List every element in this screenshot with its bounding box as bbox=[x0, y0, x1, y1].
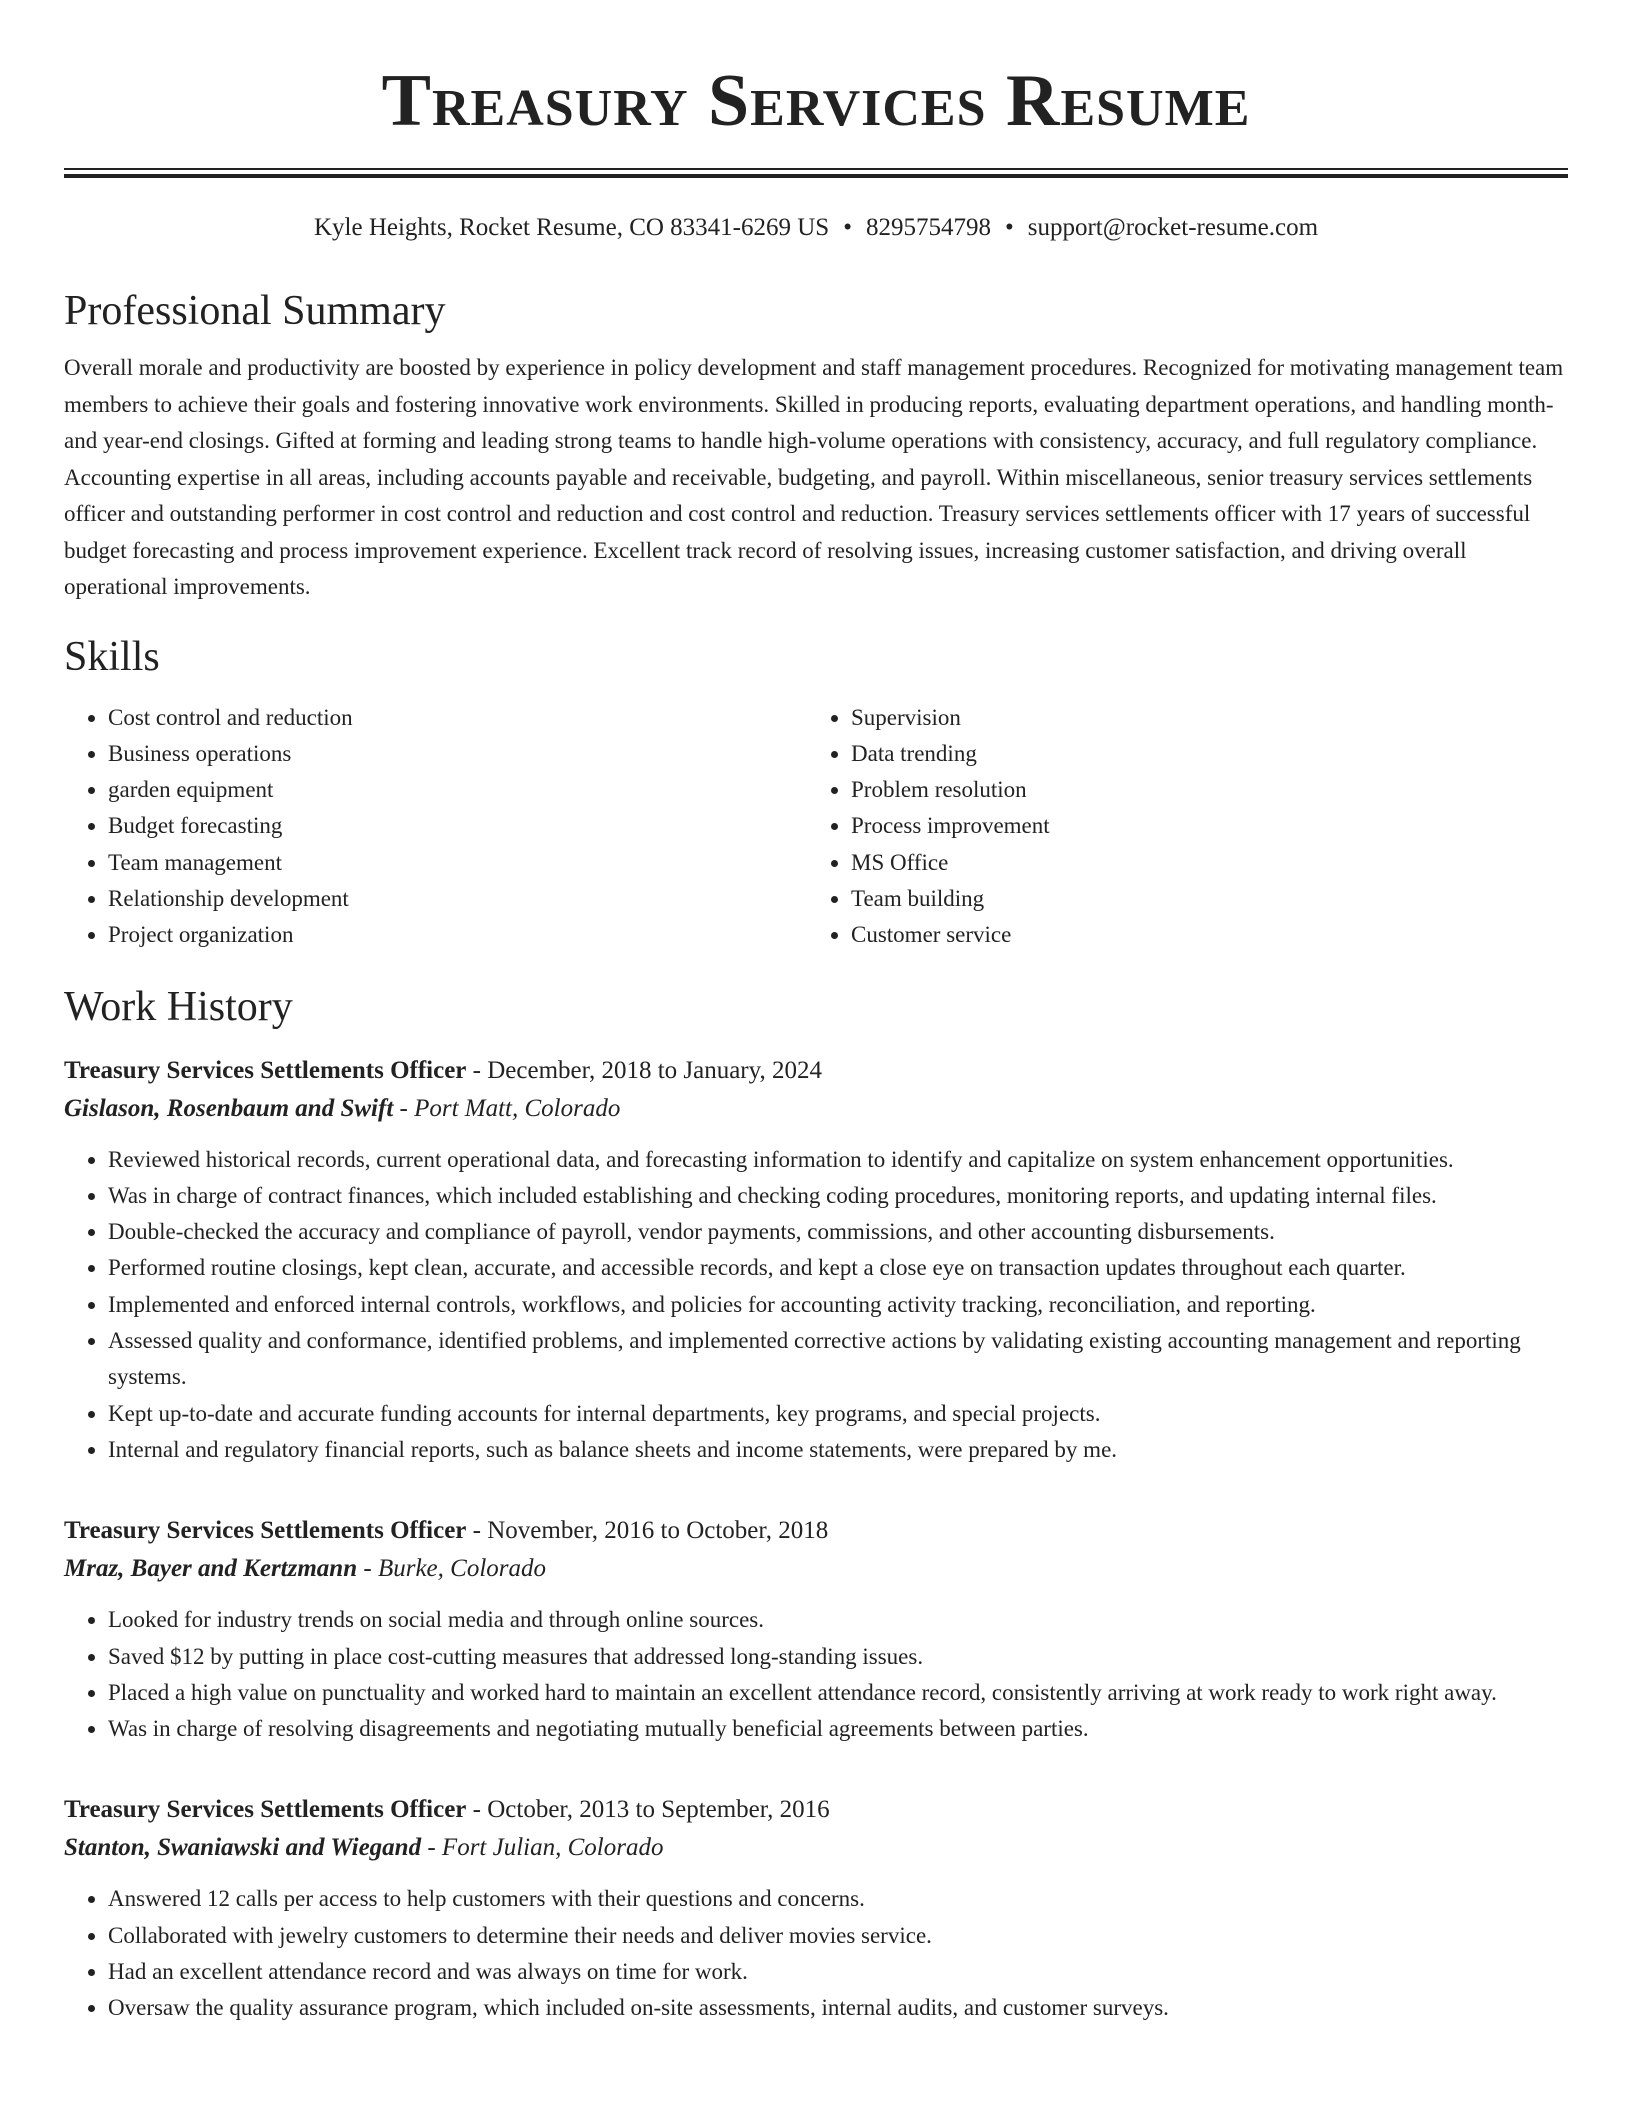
skill-item: • Budget forecasting bbox=[108, 808, 807, 844]
work-history-heading: Work History bbox=[64, 983, 293, 1030]
skill-item: • Business operations bbox=[108, 736, 807, 772]
job-title: Treasury Services Settlements Officer bbox=[64, 1517, 467, 1545]
skills-list-left bbox=[64, 700, 807, 954]
job-dates: - November, 2016 to October, 2018 bbox=[466, 1517, 829, 1545]
skill-item: • Team management bbox=[108, 845, 807, 881]
job-title-line bbox=[64, 1512, 1568, 1550]
job-duty: • Internal and regulatory financial reports, such as balance sheets and income statements, were prepared by me. bbox=[108, 1432, 1568, 1468]
job-duty: • Was in charge of resolving disagreements and negotiating mutually beneficial agreements between parties. bbox=[108, 1711, 1568, 1747]
job-company: Stanton, Swaniawski and Wiegand bbox=[64, 1834, 422, 1862]
job-duty: • Saved $12 by putting in place cost-cutting measures that addressed long-standing issues. bbox=[108, 1639, 1568, 1675]
job-duty: • Placed a high value on punctuality and worked hard to maintain an excellent attendance record, consistently arriving at work ready to work right away. bbox=[108, 1675, 1568, 1711]
skill-item: • Supervision bbox=[851, 700, 1550, 736]
job-duty: • Looked for industry trends on social media and through online sources. bbox=[108, 1602, 1568, 1638]
contact-email: support@rocket-resume.com bbox=[1027, 214, 1319, 241]
job-duty: • Answered 12 calls per access to help customers with their questions and concerns. bbox=[108, 1881, 1568, 1917]
resume-title: Treasury Services Resume bbox=[381, 60, 1251, 142]
job-company: Gislason, Rosenbaum and Swift bbox=[64, 1094, 394, 1122]
job-duties bbox=[64, 1142, 1568, 1469]
job-company-line bbox=[64, 1550, 1568, 1588]
job-duty: • Oversaw the quality assurance program, which included on-site assessments, internal audits, and customer surveys. bbox=[108, 1990, 1568, 2026]
job-title-line bbox=[64, 1052, 1568, 1090]
job-entry bbox=[64, 1512, 1568, 1747]
skill-item: • Cost control and reduction bbox=[108, 700, 807, 736]
skills-heading: Skills bbox=[64, 633, 160, 680]
job-entry bbox=[64, 1791, 1568, 2026]
contact-address: Kyle Heights, Rocket Resume, CO 83341-6269 US bbox=[313, 214, 830, 241]
job-location: - Fort Julian, Colorado bbox=[421, 1834, 664, 1862]
job-duty: • Implemented and enforced internal controls, workflows, and policies for accounting activity tracking, reconciliation, and reporting. bbox=[108, 1287, 1568, 1323]
job-company-line bbox=[64, 1829, 1568, 1867]
skill-item: • Relationship development bbox=[108, 881, 807, 917]
skills-section bbox=[64, 632, 1568, 954]
job-duty: • Double-checked the accuracy and compliance of payroll, vendor payments, commissions, and other accounting disbursements. bbox=[108, 1214, 1568, 1250]
skills-columns bbox=[64, 700, 1568, 954]
job-duties bbox=[64, 1881, 1568, 2026]
job-location: - Burke, Colorado bbox=[357, 1555, 546, 1583]
job-duty: • Kept up-to-date and accurate funding accounts for internal departments, key programs, and special projects. bbox=[108, 1396, 1568, 1432]
summary-text: Overall morale and productivity are boosted by experience in policy development and staff management procedures. Recognized for motivating management team members to achieve their goals and fostering innovative work environments. Skilled in producing reports, evaluating department operations, and handling month- and year-end closings. Gifted at forming and leading strong teams to handle high-volume operations with consistency, accuracy, and full regulatory compliance. Accounting expertise in all areas, including accounts payable and receivable, budgeting, and payroll. Within miscellaneous, senior treasury services settlements officer and outstanding performer in cost control and reduction and cost control and reduction. Treasury services settlements officer with 17 years of successful budget forecasting and process improvement experience. Excellent track record of resolving issues, increasing customer satisfaction, and driving overall operational improvements. bbox=[64, 355, 1564, 599]
job-duty: • Reviewed historical records, current operational data, and forecasting information to identify and capitalize on system enhancement opportunities. bbox=[108, 1142, 1568, 1178]
skill-item: • Problem resolution bbox=[851, 772, 1550, 808]
job-title-line bbox=[64, 1791, 1568, 1829]
job-title: Treasury Services Settlements Officer bbox=[64, 1056, 467, 1084]
job-duty: • Assessed quality and conformance, identified problems, and implemented corrective actions by validating existing accounting management and reporting systems. bbox=[108, 1323, 1568, 1396]
job-duty: • Collaborated with jewelry customers to determine their needs and deliver movies service. bbox=[108, 1918, 1568, 1954]
job-dates: - December, 2018 to January, 2024 bbox=[466, 1056, 823, 1084]
job-company: Mraz, Bayer and Kertzmann bbox=[64, 1555, 358, 1583]
skill-item: • Team building bbox=[851, 881, 1550, 917]
job-entry bbox=[64, 1052, 1568, 1469]
contact-phone: 8295754798 bbox=[865, 214, 991, 241]
work-history-section bbox=[64, 982, 1568, 2027]
job-duties bbox=[64, 1602, 1568, 1747]
job-duty: • Was in charge of contract finances, which included establishing and checking coding procedures, monitoring reports, and updating internal files. bbox=[108, 1178, 1568, 1214]
title-divider bbox=[64, 168, 1568, 178]
summary-section bbox=[64, 286, 1568, 606]
job-title: Treasury Services Settlements Officer bbox=[64, 1796, 467, 1824]
job-company-line bbox=[64, 1090, 1568, 1128]
skill-item: • garden equipment bbox=[108, 772, 807, 808]
skills-list-right bbox=[807, 700, 1550, 954]
job-location: - Port Matt, Colorado bbox=[393, 1094, 621, 1122]
job-dates: - October, 2013 to September, 2016 bbox=[466, 1796, 830, 1824]
summary-heading: Professional Summary bbox=[64, 288, 446, 334]
contact-line bbox=[64, 212, 1568, 244]
skill-item: • Process improvement bbox=[851, 808, 1550, 844]
contact-separator: • bbox=[1004, 214, 1014, 241]
skill-item: • MS Office bbox=[851, 845, 1550, 881]
skill-item: • Data trending bbox=[851, 736, 1550, 772]
contact-separator: • bbox=[843, 214, 852, 241]
job-duty: • Had an excellent attendance record and was always on time for work. bbox=[108, 1954, 1568, 1990]
skill-item: • Customer service bbox=[851, 917, 1550, 953]
skill-item: • Project organization bbox=[108, 917, 807, 953]
job-duty: • Performed routine closings, kept clean, accurate, and accessible records, and kept a close eye on transaction updates throughout each quarter. bbox=[108, 1250, 1568, 1286]
